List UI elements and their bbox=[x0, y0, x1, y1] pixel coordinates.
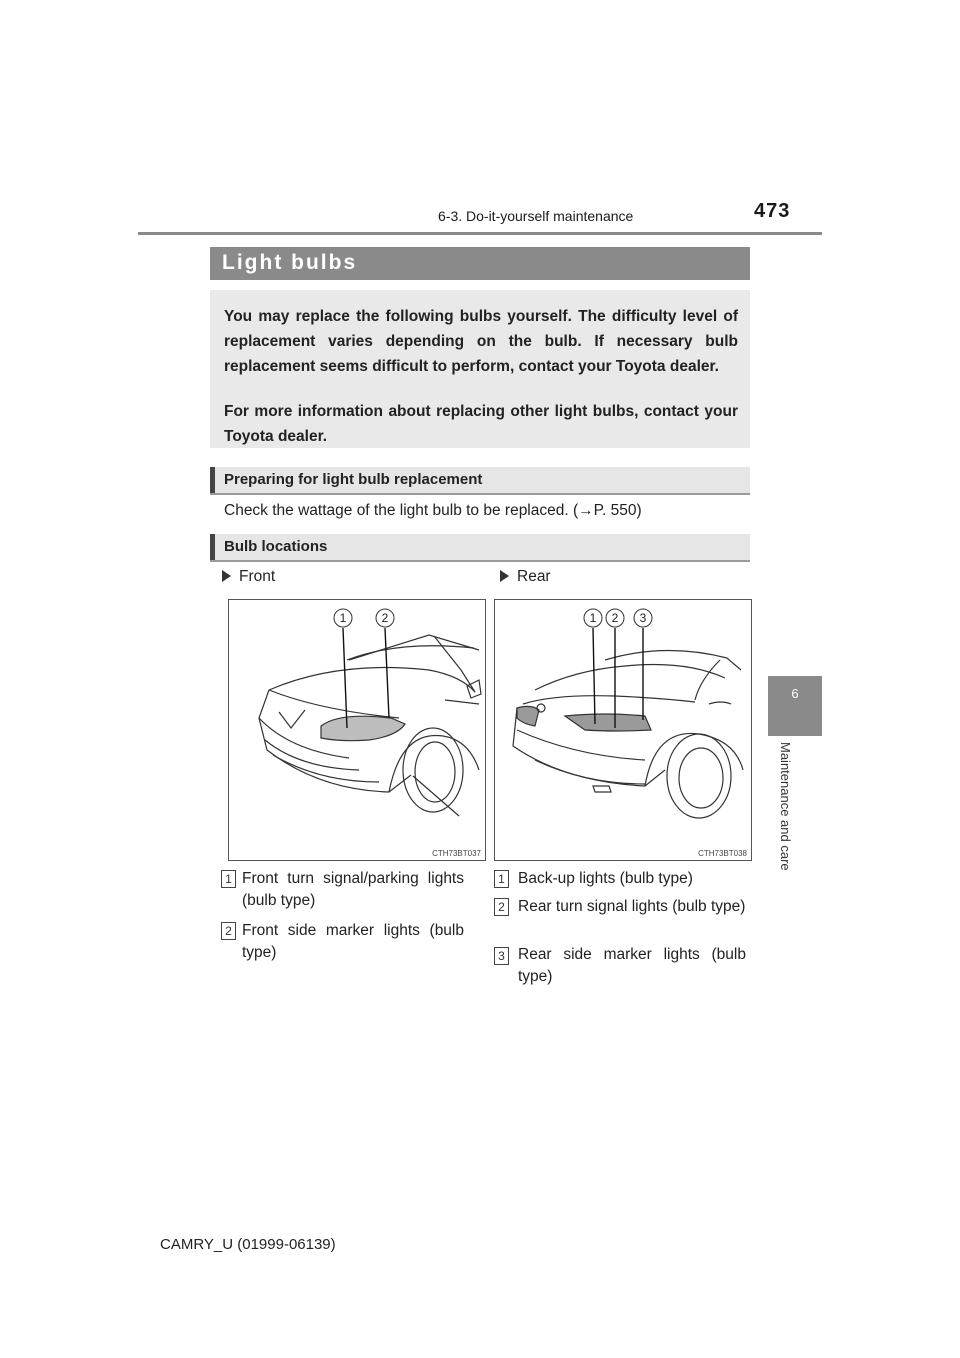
intro-paragraph-1: You may replace the following bulbs yourself. The difficulty level of replacement varies depending on the bulb. If necessary bulb replacement seems difficult to perform, contact your Toyota dealer. bbox=[224, 308, 738, 375]
front-label bbox=[222, 568, 275, 586]
header-rule bbox=[138, 232, 822, 235]
rear-item-2-number: 2 bbox=[494, 898, 509, 916]
front-car-illustration bbox=[229, 600, 485, 860]
rear-figure-code: CTH73BT038 bbox=[698, 849, 747, 858]
document-footer: CAMRY_U (01999-06139) bbox=[160, 1236, 336, 1253]
front-item-1-text: Front turn signal/parking lights (bulb type) bbox=[242, 870, 464, 909]
rear-callout-2: 2 bbox=[611, 611, 619, 625]
rear-label-text: Rear bbox=[517, 568, 551, 585]
rear-item-1-number: 1 bbox=[494, 870, 509, 888]
chapter-number: 6 bbox=[791, 686, 799, 701]
front-label-text: Front bbox=[239, 568, 276, 585]
rear-item-3-text: Rear side marker lights (bulb type) bbox=[518, 946, 746, 985]
front-item-2-number: 2 bbox=[221, 922, 236, 940]
front-callout-1: 1 bbox=[339, 611, 347, 625]
page-title-bar bbox=[210, 247, 750, 280]
front-figure-code: CTH73BT037 bbox=[432, 849, 481, 858]
intro-box bbox=[210, 290, 750, 448]
front-item-1-number: 1 bbox=[221, 870, 236, 888]
rear-item-3-number: 3 bbox=[494, 947, 509, 965]
front-callout-2: 2 bbox=[381, 611, 389, 625]
front-figure bbox=[228, 599, 486, 861]
rear-callout-3: 3 bbox=[639, 611, 647, 625]
chapter-label-text: Maintenance and care bbox=[778, 742, 793, 871]
rear-callout-1: 1 bbox=[589, 611, 597, 625]
heading-accent-bar bbox=[210, 467, 215, 493]
locations-heading bbox=[210, 534, 750, 562]
triangle-bullet-icon bbox=[500, 570, 509, 582]
intro-paragraph-2: For more information about replacing other light bulbs, contact your Toyota dealer. bbox=[224, 403, 738, 445]
rear-item-2-text: Rear turn signal lights (bulb type) bbox=[518, 898, 746, 915]
chapter-label bbox=[777, 742, 797, 902]
preparing-heading-text: Preparing for light bulb replacement bbox=[224, 471, 483, 488]
page-title: Light bulbs bbox=[222, 251, 358, 274]
preparing-text: Check the wattage of the light bulb to be replaced. (→P. 550) bbox=[224, 502, 642, 519]
triangle-bullet-icon bbox=[222, 570, 231, 582]
page-number: 473 bbox=[754, 200, 791, 222]
rear-label bbox=[500, 568, 551, 586]
front-item-2-text: Front side marker lights (bulb type) bbox=[242, 922, 464, 961]
rear-item-1-text: Back-up lights (bulb type) bbox=[518, 870, 693, 887]
locations-heading-text: Bulb locations bbox=[224, 538, 328, 555]
section-title: 6-3. Do-it-yourself maintenance bbox=[438, 208, 634, 224]
rear-figure bbox=[494, 599, 752, 861]
preparing-heading bbox=[210, 467, 750, 495]
heading-accent-bar bbox=[210, 534, 215, 560]
chapter-tab bbox=[768, 676, 822, 736]
rear-car-illustration bbox=[495, 600, 751, 860]
